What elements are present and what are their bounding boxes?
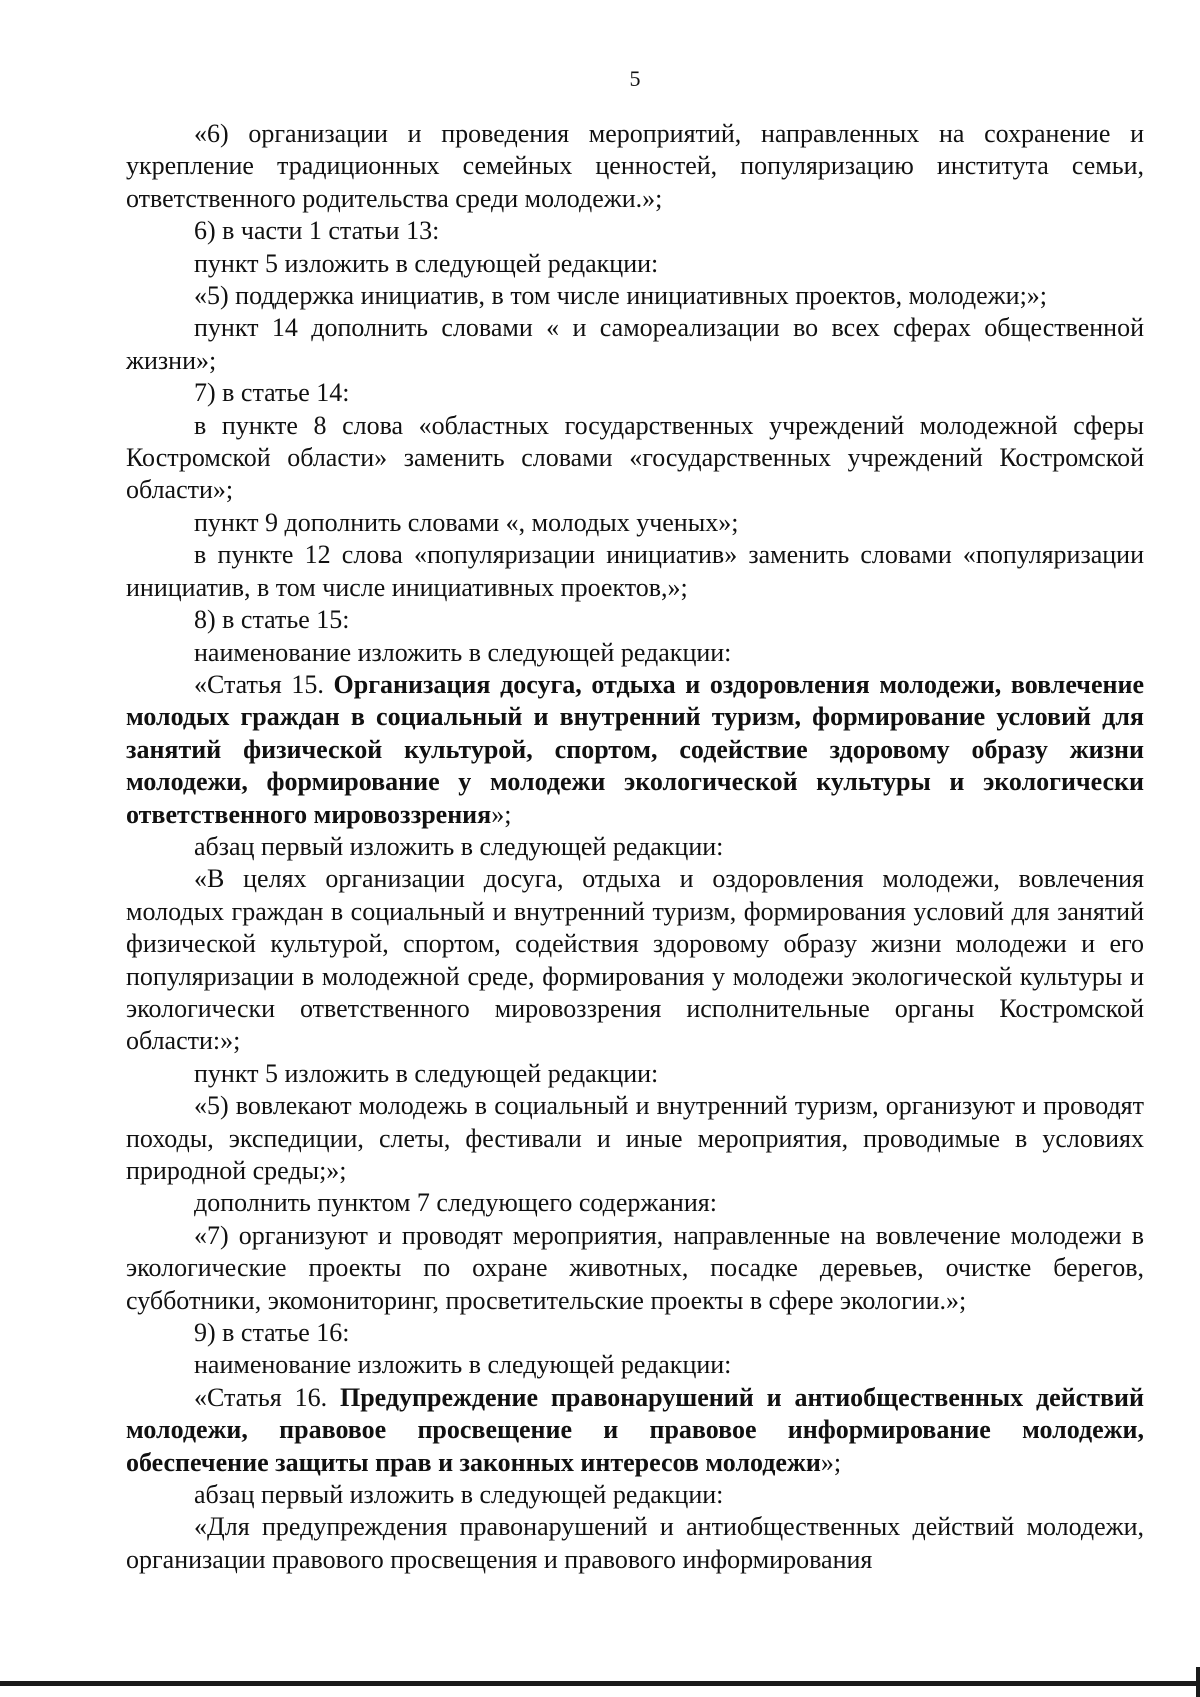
scan-edge-corner [1196,1667,1200,1697]
paragraph: абзац первый изложить в следующей редакции: [194,831,724,861]
paragraph: пункт 5 изложить в следующей редакции: [194,1058,659,1088]
paragraph: «7) организуют и проводят мероприятия, направленные на вовлечение молодежи в экологические проекты по охране животных, посадке деревьев, очистке берегов, субботники, экомониторинг, просветительские проекты в сфере экологии.»; [126,1220,1144,1315]
article-15-heading [126,669,1144,831]
paragraph: наименование изложить в следующей редакции: [194,637,732,667]
paragraph: наименование изложить в следующей редакции: [194,1350,732,1380]
paragraph: «В целях организации досуга, отдыха и оздоровления молодежи, вовлечения молодых граждан в социальный и внутренний туризм, формирования условий для занятий физической культурой, спортом, содействия здоровому образу жизни молодежи и его популяризации в молодежной среде, формирования у молодежи экологической культуры и экологически ответственного мировоззрения исполнительные органы Костромской области:»; [126,864,1144,1056]
paragraph: в пункте 12 слова «популяризации инициатив» заменить словами «популяризации инициатив, в том числе инициативных проектов,»; [126,540,1144,602]
paragraph: «Для предупреждения правонарушений и антиобщественных действий молодежи, организации правового просвещения и правового информирования [126,1512,1144,1574]
heading-bold-title: Организация досуга, отдыха и оздоровления молодежи, вовлечение молодых граждан в социальный и внутренний туризм, формирование условий для занятий физической культурой, спортом, содействие здоровому образу жизни молодежи, формирование у молодежи экологической культуры и экологически ответственного мировоззрения [126,669,1144,829]
paragraph: «6) организации и проведения мероприятий, направленных на сохранение и укрепление традиционных семейных ценностей, популяризацию института семьи, ответственного родительства среди молодежи.»; [126,119,1144,213]
document-body [126,118,1144,1576]
paragraph: дополнить пунктом 7 следующего содержания: [194,1188,717,1218]
article-16-heading [126,1382,1144,1479]
paragraph: «5) поддержка инициатив, в том числе инициативных проектов, молодежи;»; [194,281,1048,311]
paragraph: абзац первый изложить в следующей редакции: [194,1480,724,1510]
paragraph: 9) в статье 16: [194,1318,350,1348]
paragraph: 8) в статье 15: [194,605,350,635]
paragraph: пункт 9 дополнить словами «, молодых ученых»; [194,507,739,537]
heading-suffix: »; [491,799,512,829]
paragraph: 7) в статье 14: [194,378,350,408]
heading-prefix: «Статья 16. [194,1382,340,1412]
heading-prefix: «Статья 15. [194,669,334,699]
page-number: 5 [629,66,641,91]
scan-bottom-edge [0,1667,1200,1697]
scan-edge-line [0,1681,1200,1686]
paragraph: в пункте 8 слова «областных государственных учреждений молодежной сферы Костромской области» заменить словами «государственных учреждений Костромской области»; [126,410,1144,505]
paragraph: 6) в части 1 статьи 13: [194,216,440,246]
paragraph: пункт 5 изложить в следующей редакции: [194,248,659,278]
heading-suffix: »; [820,1447,842,1477]
paragraph: «5) вовлекают молодежь в социальный и внутренний туризм, организуют и проводят походы, экспедиции, слеты, фестивали и иные мероприятия, проводимые в условиях природной среды;»; [126,1091,1144,1185]
paragraph: пункт 14 дополнить словами « и самореализации во всех сферах общественной жизни»; [126,313,1144,375]
heading-bold-title: Предупреждение правонарушений и антиобщественных действий молодежи, правовое просвещение и правовое информирование молодежи, обеспечение защиты прав и законных интересов молодежи [126,1382,1144,1477]
